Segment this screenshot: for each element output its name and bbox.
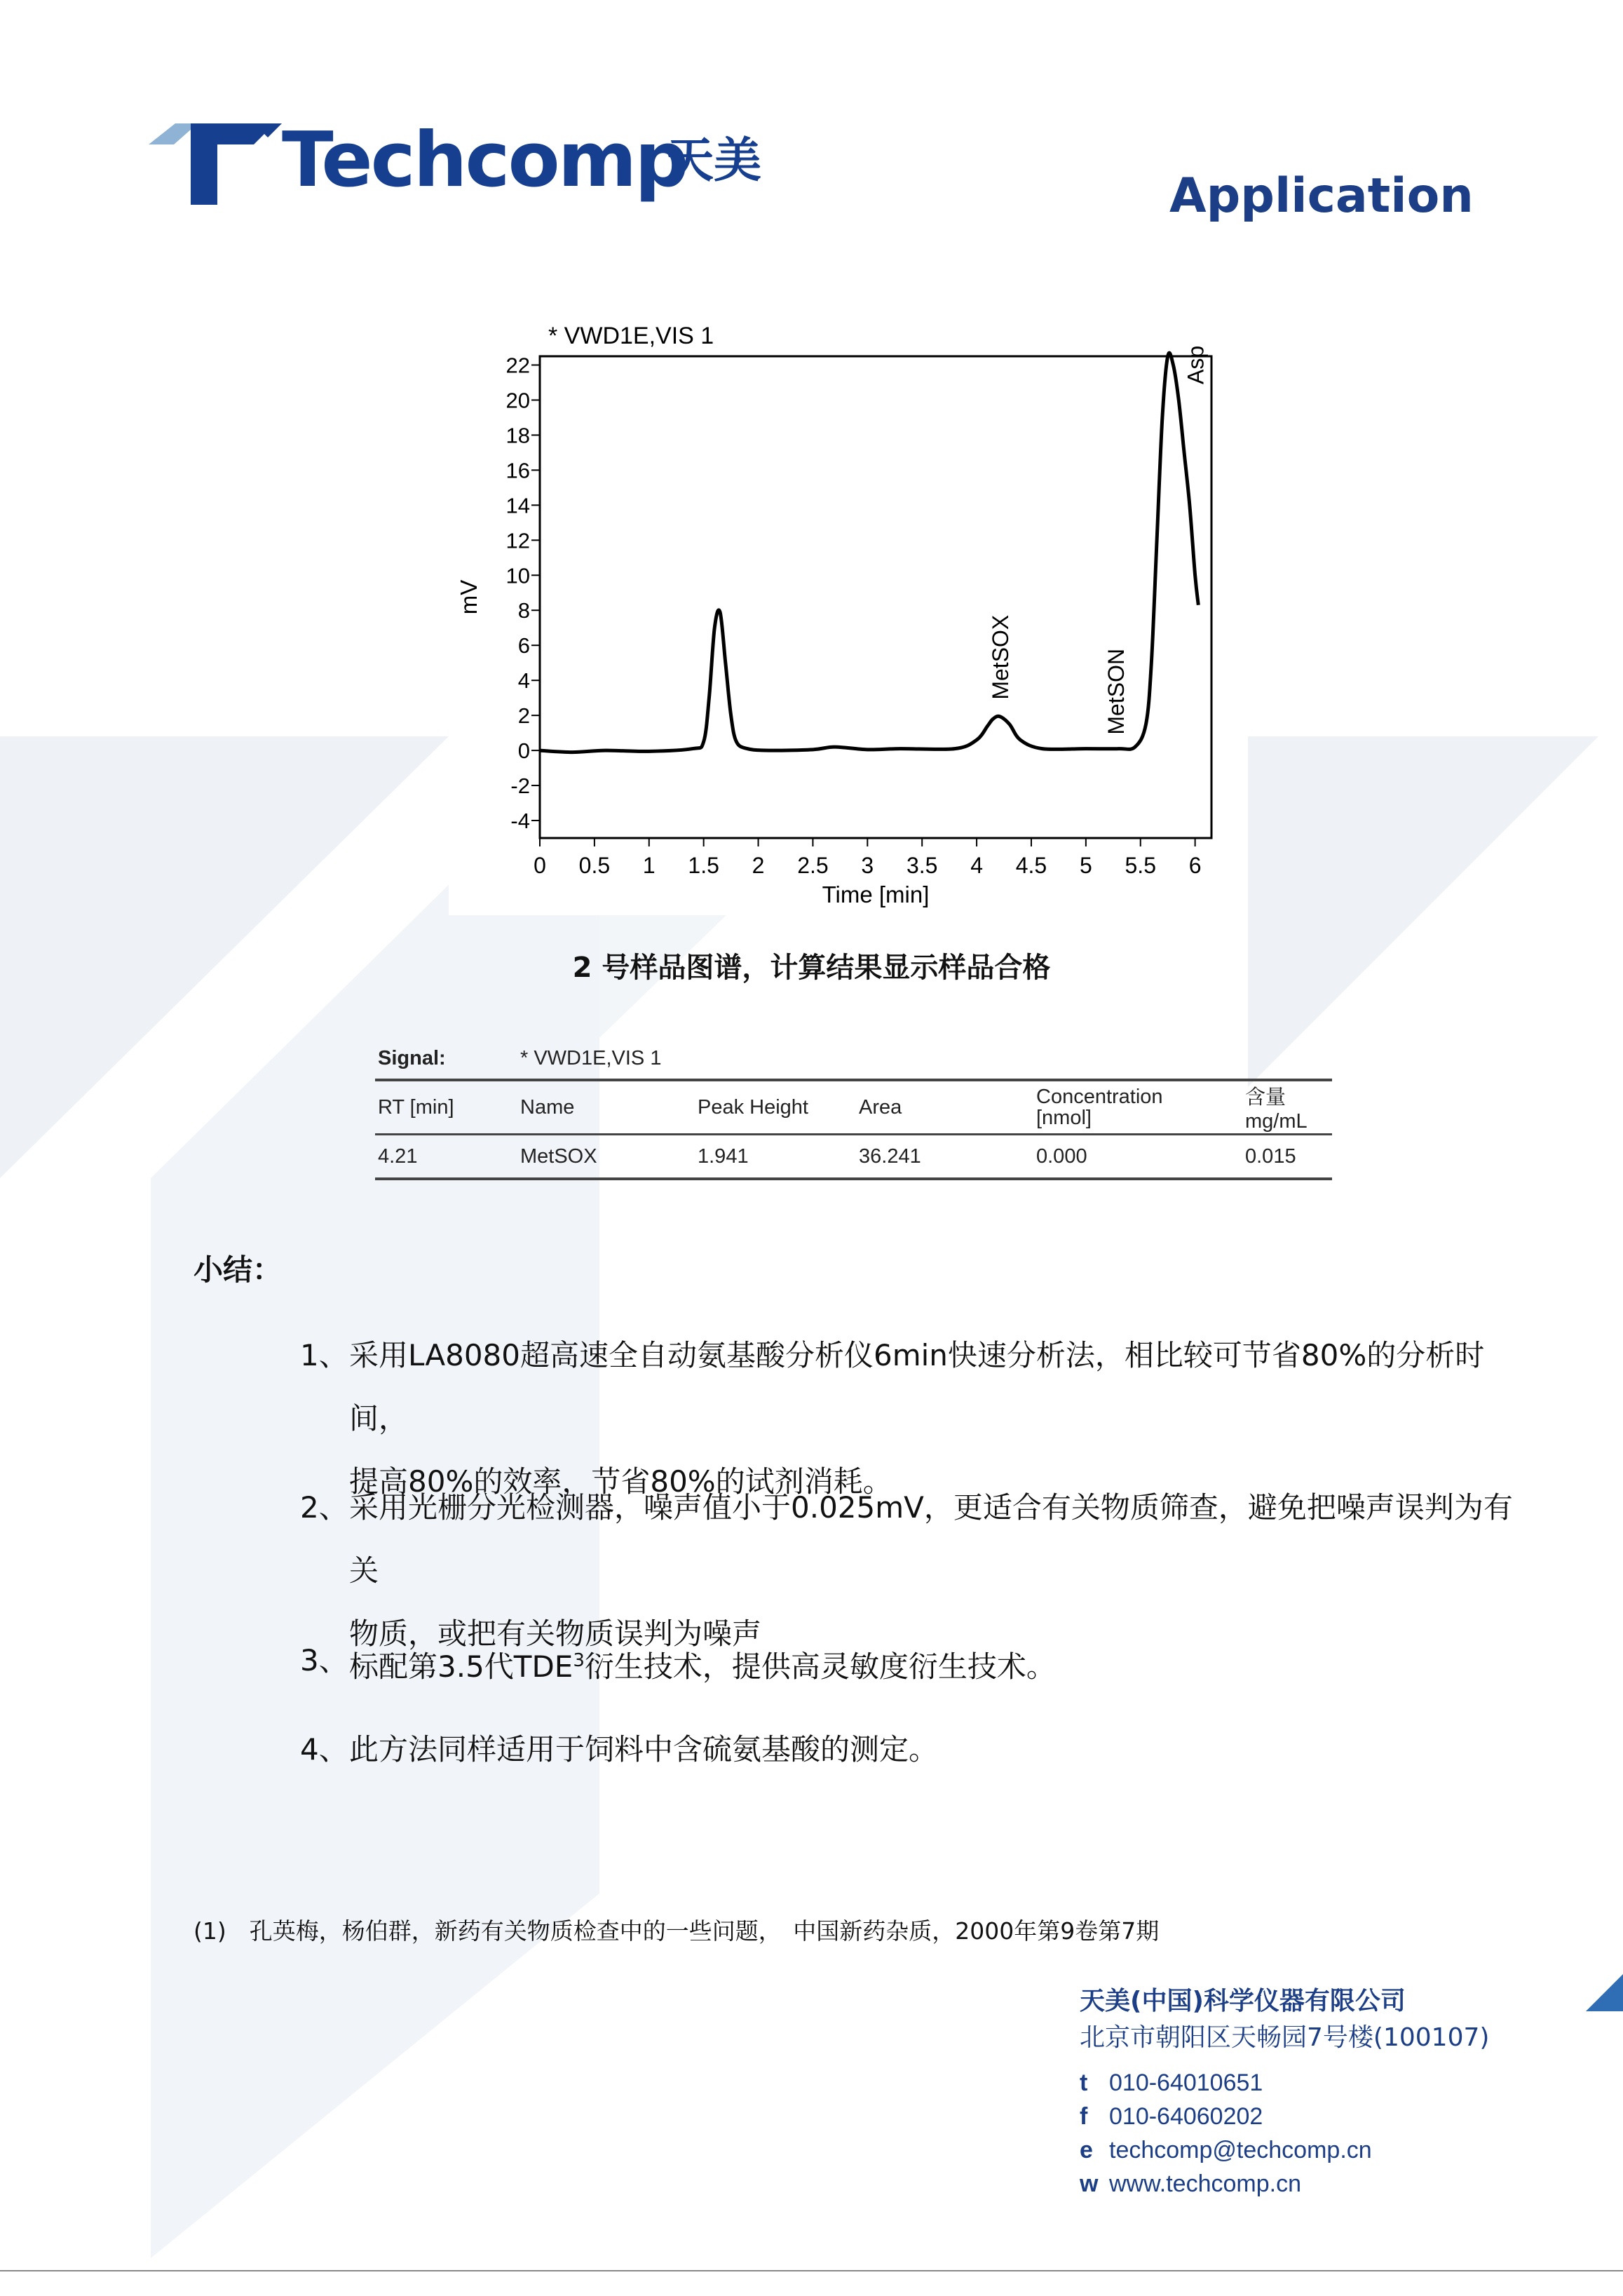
- result-table: [375, 1038, 1332, 1180]
- header-concentration-label: Concentration: [1036, 1086, 1163, 1108]
- summary-item-4: [300, 1718, 1520, 1781]
- header-rt: RT [min]: [375, 1080, 517, 1135]
- y-tick-label: 10: [505, 563, 530, 588]
- plot-frame: [540, 356, 1211, 838]
- item-number: 3、: [300, 1643, 348, 1677]
- techcomp-logo: [149, 118, 766, 209]
- fax-label: f: [1080, 2103, 1088, 2130]
- cell-name: MetSOX: [517, 1135, 695, 1180]
- cell-area: 36.241: [856, 1135, 1033, 1180]
- cell-concentration: 0.000: [1033, 1135, 1242, 1180]
- y-tick-label: 12: [505, 528, 530, 553]
- peak-label: Asp: [1183, 345, 1209, 384]
- y-tick-label: 8: [517, 598, 530, 623]
- y-tick-label: 22: [505, 353, 530, 378]
- signal-value: * VWD1E,VIS 1: [520, 1046, 662, 1069]
- item-line: 采用光栅分光检测器，噪声值小于0.025mV，更适合有关物质筛查，避免把噪声误判为有关: [349, 1490, 1513, 1588]
- item-number: 2、: [300, 1490, 348, 1525]
- item-line: 此方法同样适用于饲料中含硫氨基酸的测定。: [349, 1732, 939, 1767]
- header-area: Area: [856, 1080, 1033, 1135]
- y-tick-label: 18: [505, 423, 530, 448]
- x-tick-label: 1.5: [688, 853, 719, 878]
- signal-label: Signal:: [378, 1046, 446, 1069]
- email-label: e: [1080, 2137, 1093, 2163]
- y-tick-label: 0: [517, 738, 530, 764]
- web-label: w: [1080, 2170, 1099, 2197]
- x-axis-label: Time [min]: [822, 882, 930, 907]
- header-peak-height: Peak Height: [695, 1080, 856, 1135]
- series-line-signal: [540, 353, 1198, 752]
- reference-note: (1) 孔英梅，杨伯群，新药有关物质检查中的一些问题， 中国新药杂质，2000年第9卷第7期: [193, 1917, 1160, 1945]
- x-tick-label: 0.5: [578, 853, 611, 878]
- y-tick-label: 16: [505, 458, 530, 483]
- x-tick-label: 3.5: [906, 853, 938, 878]
- summary-title: 小结：: [193, 1252, 283, 1287]
- logo-mark-icon: [149, 118, 282, 209]
- y-tick-label: 2: [517, 703, 530, 729]
- x-tick-label: 0: [534, 853, 546, 878]
- x-tick-label: 4.5: [1015, 853, 1047, 878]
- item-line: 采用LA8080超高速全自动氨基酸分析仪6min快速分析法，相比较可节省80%的分析时间，: [349, 1338, 1485, 1436]
- phone-line: [1080, 2069, 1263, 2097]
- web-line: [1080, 2170, 1301, 2198]
- y-tick-label: 4: [517, 668, 530, 694]
- x-tick-label: 3: [861, 853, 874, 878]
- item-line: [349, 1629, 1520, 1699]
- item-line: 提高80%的效率，节省80%的试剂消耗。: [349, 1464, 892, 1499]
- header-content: 含量mg/mL: [1242, 1080, 1332, 1135]
- summary-item-3: [300, 1629, 1520, 1699]
- signal-row: [375, 1038, 1332, 1080]
- logo-chinese: 天美: [666, 133, 762, 189]
- header-concentration-unit: [nmol]: [1036, 1107, 1092, 1129]
- cell-rt: 4.21: [375, 1135, 517, 1180]
- peak-label: MetSOX: [987, 614, 1013, 700]
- logo-wordmark: Techcomp: [282, 116, 687, 204]
- fax-line: [1080, 2103, 1263, 2130]
- email-value[interactable]: techcomp@techcomp.cn: [1109, 2137, 1372, 2163]
- header-name: Name: [517, 1080, 695, 1135]
- table-header-row: [375, 1080, 1332, 1135]
- chart-svg: [449, 309, 1248, 915]
- x-tick-label: 6: [1188, 853, 1202, 878]
- item-number: 1、: [300, 1338, 348, 1372]
- fax-value: 010-64060202: [1109, 2103, 1263, 2130]
- figure-caption: 2 号样品图谱，计算结果显示样品合格: [572, 952, 1051, 984]
- y-axis-label: mV: [456, 579, 482, 615]
- phone-label: t: [1080, 2069, 1088, 2096]
- x-tick-label: 1: [642, 853, 656, 878]
- item-superscript: 3: [573, 1650, 585, 1671]
- item-text-b: 衍生技术，提供高灵敏度衍生技术。: [584, 1649, 1056, 1684]
- x-tick-label: 2: [752, 853, 765, 878]
- email-line: [1080, 2137, 1372, 2164]
- x-tick-label: 2.5: [797, 853, 829, 878]
- y-tick-label: 6: [517, 633, 530, 659]
- cell-content: 0.015: [1242, 1135, 1332, 1180]
- company-name: 天美(中国)科学仪器有限公司: [1080, 1987, 1406, 2015]
- table-row: [375, 1135, 1332, 1180]
- x-tick-label: 5.5: [1125, 853, 1156, 878]
- item-text-a: 标配第3.5代TDE: [349, 1649, 573, 1684]
- chart-title: * VWD1E,VIS 1: [548, 323, 714, 349]
- y-tick-label: -2: [510, 774, 530, 799]
- x-tick-label: 5: [1079, 853, 1092, 878]
- item-number: 4、: [300, 1732, 348, 1767]
- item-line: 物质，或把有关物质误判为噪声: [349, 1616, 762, 1651]
- header-concentration: [1033, 1080, 1242, 1135]
- peak-label: MetSON: [1103, 648, 1129, 735]
- chromatogram-chart: [449, 309, 1248, 915]
- page-title: Application: [1169, 168, 1474, 224]
- y-tick-label: -4: [510, 809, 530, 834]
- y-tick-label: 14: [505, 493, 530, 518]
- web-value[interactable]: www.techcomp.cn: [1109, 2170, 1301, 2197]
- cell-peak-height: 1.941: [695, 1135, 856, 1180]
- x-tick-label: 4: [970, 853, 983, 878]
- phone-value: 010-64010651: [1109, 2069, 1263, 2096]
- y-tick-label: 20: [505, 388, 530, 413]
- company-address: 北京市朝阳区天畅园7号楼(100107): [1080, 2023, 1490, 2052]
